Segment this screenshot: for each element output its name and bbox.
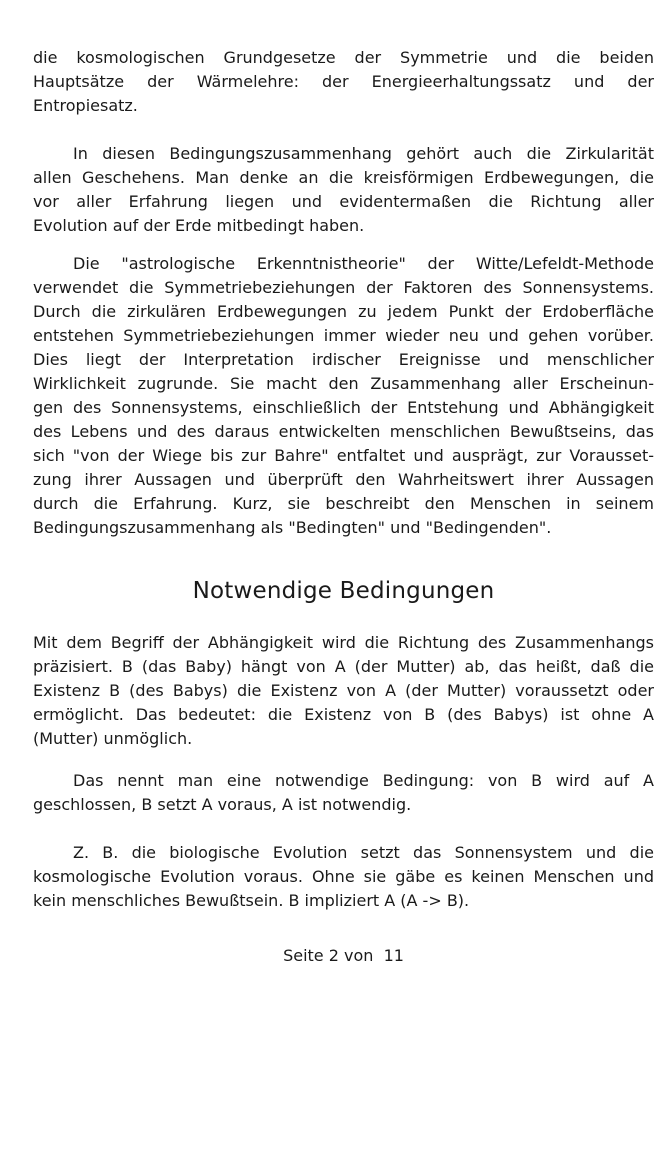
text-line: Wirklichkeit zugrunde. Sie macht den Zusammenhang aller Erscheinun- bbox=[33, 374, 654, 393]
text-line: Z. B. die biologische Evolution setzt das Sonnensystem und die bbox=[73, 843, 654, 862]
text-line: vor aller Erfahrung liegen und evidentermaßen die Richtung aller bbox=[33, 192, 654, 211]
text-line: Bedingungszusammenhang als "Bedingten" und "Bedingenden". bbox=[33, 518, 552, 537]
paragraph bbox=[33, 142, 654, 238]
text-line: Evolution auf der Erde mitbedingt haben. bbox=[33, 216, 365, 235]
text-line: kein menschliches Bewußtsein. B impliziert A (A -> B). bbox=[33, 891, 470, 910]
text-line: Existenz B (des Babys) die Existenz von A (der Mutter) voraussetzt oder bbox=[33, 681, 654, 700]
paragraph bbox=[33, 46, 654, 118]
text-line: (Mutter) unmöglich. bbox=[33, 729, 193, 748]
page-number: Seite 2 von 11 bbox=[283, 946, 404, 965]
text-line: Dies liegt der Interpretation irdischer Ereignisse und menschlicher bbox=[33, 350, 654, 369]
text-line: kosmologische Evolution voraus. Ohne sie gäbe es keinen Menschen und bbox=[33, 867, 654, 886]
paragraph bbox=[33, 769, 654, 817]
text-line: des Lebens und des daraus entwickelten menschlichen Bewußtseins, das bbox=[33, 422, 654, 441]
text-line: sich "von der Wiege bis zur Bahre" entfaltet und ausprägt, zur Vorausset- bbox=[33, 446, 654, 465]
text-line: verwendet die Symmetriebeziehungen der Faktoren des Sonnensystems. bbox=[33, 278, 654, 297]
body-paragraphs bbox=[33, 631, 654, 913]
text-line: geschlossen, B setzt A voraus, A ist notwendig. bbox=[33, 795, 412, 814]
intro-paragraphs bbox=[33, 46, 654, 540]
text-line: ermöglicht. Das bedeutet: die Existenz von B (des Babys) ist ohne A bbox=[33, 705, 654, 724]
text-line: zung ihrer Aussagen und überprüft den Wahrheitswert ihrer Aussagen bbox=[33, 470, 654, 489]
text-line: Entropiesatz. bbox=[33, 96, 138, 115]
paragraph bbox=[33, 631, 654, 751]
text-line: Mit dem Begriff der Abhängigkeit wird die Richtung des Zusammenhangs bbox=[33, 633, 654, 652]
section-heading: Notwendige Bedingungen bbox=[192, 578, 495, 604]
text-line: entstehen Symmetriebeziehungen immer wieder neu und gehen vorüber. bbox=[33, 326, 654, 345]
text-line: In diesen Bedingungszusammenhang gehört auch die Zirkularität bbox=[73, 144, 654, 163]
text-line: Das nennt man eine notwendige Bedingung: von B wird auf A bbox=[73, 771, 654, 790]
text-line: Hauptsätze der Wärmelehre: der Energieerhaltungssatz und der bbox=[33, 72, 654, 91]
paragraph bbox=[33, 841, 654, 913]
text-line: Die "astrologische Erkenntnistheorie" der Witte/Lefeldt-Methode bbox=[73, 254, 654, 273]
text-line: durch die Erfahrung. Kurz, sie beschreibt den Menschen in seinem bbox=[33, 494, 654, 513]
text-line: die kosmologischen Grundgesetze der Symmetrie und die beiden bbox=[33, 48, 654, 67]
text-line: präzisiert. B (das Baby) hängt von A (der Mutter) ab, das heißt, daß die bbox=[33, 657, 654, 676]
text-line: allen Geschehens. Man denke an die kreisförmigen Erdbewegungen, die bbox=[33, 168, 654, 187]
text-line: Durch die zirkulären Erdbewegungen zu jedem Punkt der Erdoberfläche bbox=[33, 302, 654, 321]
text-line: gen des Sonnensystems, einschließlich der Entstehung und Abhängigkeit bbox=[33, 398, 654, 417]
paragraph bbox=[33, 252, 654, 540]
